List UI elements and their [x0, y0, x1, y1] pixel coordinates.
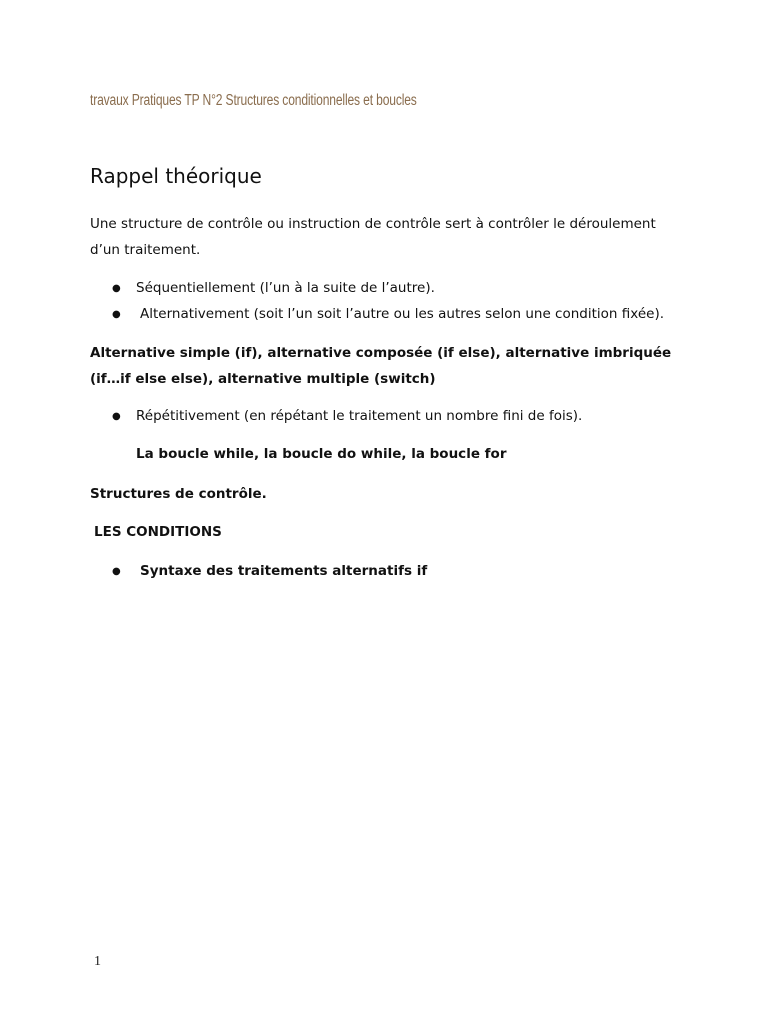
list-item [112, 304, 664, 325]
intro-paragraph: Une structure de contrôle ou instruction de contrôle sert à contrôler le déroulement d’un traitement. [90, 216, 656, 258]
structures-line: Structures de contrôle. [90, 486, 267, 502]
list-item-text: Séquentiellement (l’un à la suite de l’autre). [136, 280, 435, 296]
bullet-icon: ● [112, 566, 121, 577]
loops-line: La boucle while, la boucle do while, la boucle for [136, 446, 507, 462]
page-number: 1 [94, 954, 101, 969]
list-item [112, 406, 582, 427]
conditions-heading: LES CONDITIONS [94, 524, 222, 540]
list-item-text: Alternativement (soit l’un soit l’autre ou les autres selon une condition fixée). [140, 306, 665, 322]
bullet-icon: ● [112, 309, 121, 320]
section-heading: Rappel théorique [90, 164, 262, 188]
list-item [112, 278, 435, 299]
alternatives-paragraph: Alternative simple (if), alternative composée (if else), alternative imbriquée (if…if else else), alternative multiple (switch) [90, 345, 672, 387]
bullet-icon: ● [112, 411, 121, 422]
list-item [112, 561, 427, 582]
list-item-text: Syntaxe des traitements alternatifs if [140, 563, 428, 579]
page-header: travaux Pratiques TP N°2 Structures conditionnelles et boucles [90, 92, 417, 109]
bullet-icon: ● [112, 283, 121, 294]
list-item-text: Répétitivement (en répétant le traitement un nombre fini de fois). [136, 408, 583, 424]
